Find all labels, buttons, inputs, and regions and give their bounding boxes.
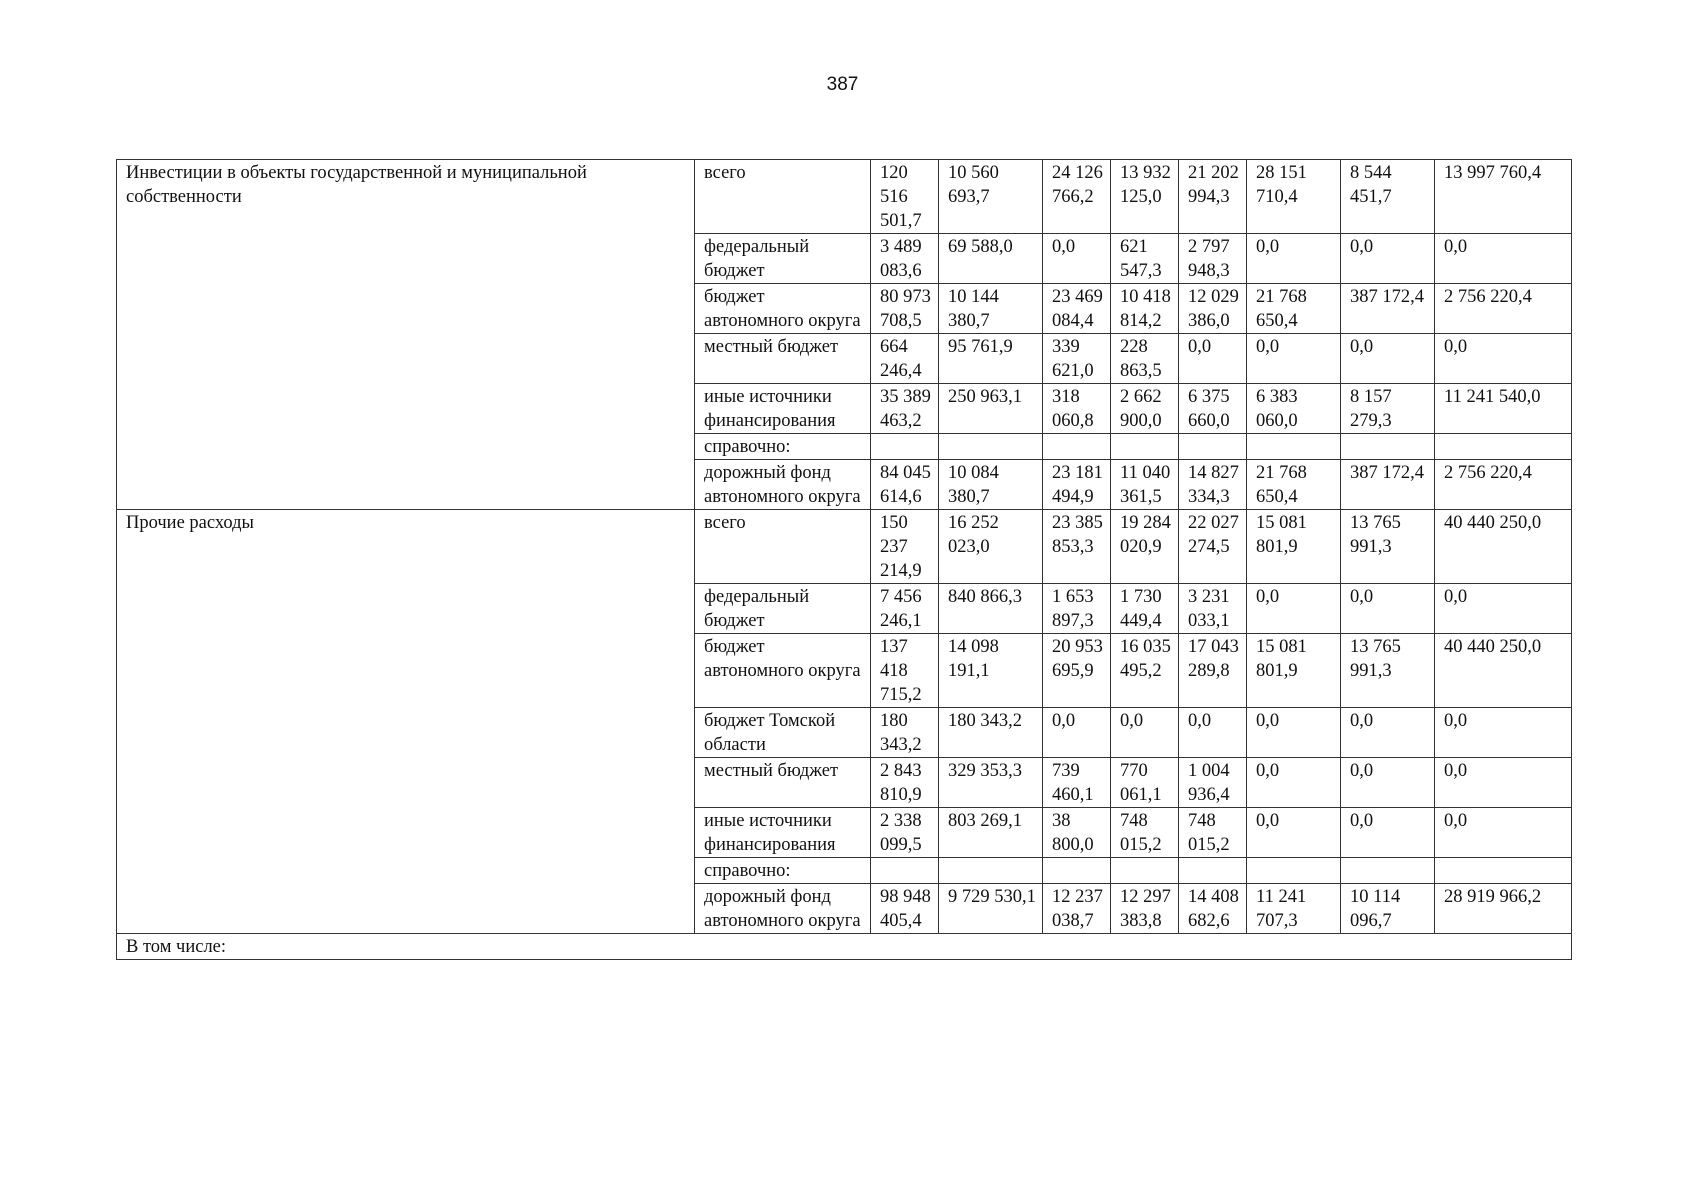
value-cell <box>1179 858 1247 884</box>
value-cell: 28 151 710,4 <box>1247 160 1341 234</box>
value-cell: 2 756 220,4 <box>1435 284 1572 334</box>
value-cell: 8 544 451,7 <box>1341 160 1435 234</box>
footer-row-label: В том числе: <box>117 934 1572 960</box>
funding-source-cell: бюджет автономного округа <box>695 634 871 708</box>
value-cell: 739 460,1 <box>1043 758 1111 808</box>
value-cell: 0,0 <box>1111 708 1179 758</box>
value-cell: 0,0 <box>1341 234 1435 284</box>
value-cell: 0,0 <box>1247 334 1341 384</box>
value-cell: 0,0 <box>1247 808 1341 858</box>
value-cell: 840 866,3 <box>939 584 1043 634</box>
value-cell: 11 241 707,3 <box>1247 884 1341 934</box>
value-cell: 13 997 760,4 <box>1435 160 1572 234</box>
budget-table-body <box>117 160 1572 960</box>
value-cell: 95 761,9 <box>939 334 1043 384</box>
value-cell: 23 181 494,9 <box>1043 460 1111 510</box>
value-cell: 12 237 038,7 <box>1043 884 1111 934</box>
value-cell: 3 489 083,6 <box>871 234 939 284</box>
value-cell: 0,0 <box>1435 808 1572 858</box>
value-cell: 13 765 991,3 <box>1341 510 1435 584</box>
value-cell: 10 084 380,7 <box>939 460 1043 510</box>
value-cell: 38 800,0 <box>1043 808 1111 858</box>
value-cell: 35 389 463,2 <box>871 384 939 434</box>
value-cell: 0,0 <box>1435 758 1572 808</box>
value-cell: 24 126 766,2 <box>1043 160 1111 234</box>
value-cell <box>871 434 939 460</box>
value-cell: 387 172,4 <box>1341 460 1435 510</box>
value-cell: 98 948 405,4 <box>871 884 939 934</box>
value-cell <box>1435 434 1572 460</box>
funding-source-cell: местный бюджет <box>695 334 871 384</box>
value-cell: 80 973 708,5 <box>871 284 939 334</box>
value-cell <box>1111 434 1179 460</box>
value-cell: 0,0 <box>1043 708 1111 758</box>
value-cell: 318 060,8 <box>1043 384 1111 434</box>
value-cell: 2 797 948,3 <box>1179 234 1247 284</box>
funding-source-cell: иные источники финансирования <box>695 808 871 858</box>
value-cell: 13 932 125,0 <box>1111 160 1179 234</box>
value-cell: 21 768 650,4 <box>1247 284 1341 334</box>
value-cell: 84 045 614,6 <box>871 460 939 510</box>
value-cell <box>1341 434 1435 460</box>
value-cell: 10 144 380,7 <box>939 284 1043 334</box>
value-cell: 0,0 <box>1179 708 1247 758</box>
value-cell <box>1111 858 1179 884</box>
value-cell: 2 843 810,9 <box>871 758 939 808</box>
value-cell: 228 863,5 <box>1111 334 1179 384</box>
value-cell <box>1435 858 1572 884</box>
value-cell: 803 269,1 <box>939 808 1043 858</box>
value-cell: 23 469 084,4 <box>1043 284 1111 334</box>
funding-source-cell: местный бюджет <box>695 758 871 808</box>
value-cell: 1 004 936,4 <box>1179 758 1247 808</box>
value-cell: 180 343,2 <box>939 708 1043 758</box>
funding-source-cell: дорожный фонд автономного округа <box>695 460 871 510</box>
funding-source-cell: бюджет автономного округа <box>695 284 871 334</box>
value-cell: 10 418 814,2 <box>1111 284 1179 334</box>
value-cell: 1 730 449,4 <box>1111 584 1179 634</box>
value-cell: 16 035 495,2 <box>1111 634 1179 708</box>
value-cell: 14 408 682,6 <box>1179 884 1247 934</box>
funding-source-cell: бюджет Томской области <box>695 708 871 758</box>
value-cell: 21 768 650,4 <box>1247 460 1341 510</box>
value-cell: 1 653 897,3 <box>1043 584 1111 634</box>
value-cell: 0,0 <box>1341 708 1435 758</box>
value-cell: 17 043 289,8 <box>1179 634 1247 708</box>
funding-source-cell: всего <box>695 510 871 584</box>
value-cell: 0,0 <box>1247 234 1341 284</box>
value-cell: 40 440 250,0 <box>1435 510 1572 584</box>
value-cell: 250 963,1 <box>939 384 1043 434</box>
funding-source-cell: справочно: <box>695 434 871 460</box>
funding-source-cell: справочно: <box>695 858 871 884</box>
value-cell: 12 029 386,0 <box>1179 284 1247 334</box>
value-cell: 0,0 <box>1435 334 1572 384</box>
value-cell <box>871 858 939 884</box>
value-cell: 6 383 060,0 <box>1247 384 1341 434</box>
value-cell: 7 456 246,1 <box>871 584 939 634</box>
value-cell: 10 114 096,7 <box>1341 884 1435 934</box>
value-cell: 748 015,2 <box>1111 808 1179 858</box>
value-cell: 0,0 <box>1179 334 1247 384</box>
value-cell: 150 237 214,9 <box>871 510 939 584</box>
value-cell: 23 385 853,3 <box>1043 510 1111 584</box>
value-cell <box>1043 434 1111 460</box>
value-cell: 329 353,3 <box>939 758 1043 808</box>
value-cell: 15 081 801,9 <box>1247 634 1341 708</box>
value-cell: 13 765 991,3 <box>1341 634 1435 708</box>
value-cell: 664 246,4 <box>871 334 939 384</box>
value-cell: 0,0 <box>1341 584 1435 634</box>
footer-row <box>117 934 1572 960</box>
table-row <box>117 160 1572 234</box>
value-cell <box>1043 858 1111 884</box>
value-cell: 11 040 361,5 <box>1111 460 1179 510</box>
value-cell: 2 756 220,4 <box>1435 460 1572 510</box>
value-cell: 180 343,2 <box>871 708 939 758</box>
value-cell <box>1341 858 1435 884</box>
value-cell: 40 440 250,0 <box>1435 634 1572 708</box>
value-cell: 2 338 099,5 <box>871 808 939 858</box>
section-title-cell: Прочие расходы <box>117 510 695 934</box>
value-cell: 16 252 023,0 <box>939 510 1043 584</box>
value-cell: 0,0 <box>1341 808 1435 858</box>
funding-source-cell: федеральный бюджет <box>695 234 871 284</box>
value-cell: 15 081 801,9 <box>1247 510 1341 584</box>
value-cell: 14 098 191,1 <box>939 634 1043 708</box>
value-cell: 0,0 <box>1341 758 1435 808</box>
value-cell: 11 241 540,0 <box>1435 384 1572 434</box>
value-cell: 621 547,3 <box>1111 234 1179 284</box>
value-cell: 770 061,1 <box>1111 758 1179 808</box>
value-cell: 20 953 695,9 <box>1043 634 1111 708</box>
value-cell: 3 231 033,1 <box>1179 584 1247 634</box>
value-cell: 0,0 <box>1247 584 1341 634</box>
value-cell: 0,0 <box>1435 234 1572 284</box>
funding-source-cell: дорожный фонд автономного округа <box>695 884 871 934</box>
value-cell: 0,0 <box>1247 708 1341 758</box>
value-cell: 0,0 <box>1435 584 1572 634</box>
table-row <box>117 510 1572 584</box>
value-cell: 339 621,0 <box>1043 334 1111 384</box>
value-cell: 69 588,0 <box>939 234 1043 284</box>
value-cell: 8 157 279,3 <box>1341 384 1435 434</box>
value-cell: 21 202 994,3 <box>1179 160 1247 234</box>
value-cell <box>1247 434 1341 460</box>
value-cell <box>939 858 1043 884</box>
value-cell <box>1179 434 1247 460</box>
value-cell <box>939 434 1043 460</box>
budget-table <box>116 159 1572 960</box>
value-cell <box>1247 858 1341 884</box>
value-cell: 2 662 900,0 <box>1111 384 1179 434</box>
section-title-cell: Инвестиции в объекты государственной и муниципальной собственности <box>117 160 695 510</box>
funding-source-cell: всего <box>695 160 871 234</box>
value-cell: 137 418 715,2 <box>871 634 939 708</box>
value-cell: 0,0 <box>1341 334 1435 384</box>
value-cell: 14 827 334,3 <box>1179 460 1247 510</box>
value-cell: 28 919 966,2 <box>1435 884 1572 934</box>
value-cell: 12 297 383,8 <box>1111 884 1179 934</box>
funding-source-cell: иные источники финансирования <box>695 384 871 434</box>
page-number: 387 <box>826 74 859 95</box>
value-cell: 0,0 <box>1247 758 1341 808</box>
funding-source-cell: федеральный бюджет <box>695 584 871 634</box>
value-cell: 19 284 020,9 <box>1111 510 1179 584</box>
value-cell: 0,0 <box>1043 234 1111 284</box>
value-cell: 6 375 660,0 <box>1179 384 1247 434</box>
value-cell: 748 015,2 <box>1179 808 1247 858</box>
value-cell: 9 729 530,1 <box>939 884 1043 934</box>
value-cell: 0,0 <box>1435 708 1572 758</box>
value-cell: 10 560 693,7 <box>939 160 1043 234</box>
value-cell: 22 027 274,5 <box>1179 510 1247 584</box>
value-cell: 387 172,4 <box>1341 284 1435 334</box>
value-cell: 120 516 501,7 <box>871 160 939 234</box>
